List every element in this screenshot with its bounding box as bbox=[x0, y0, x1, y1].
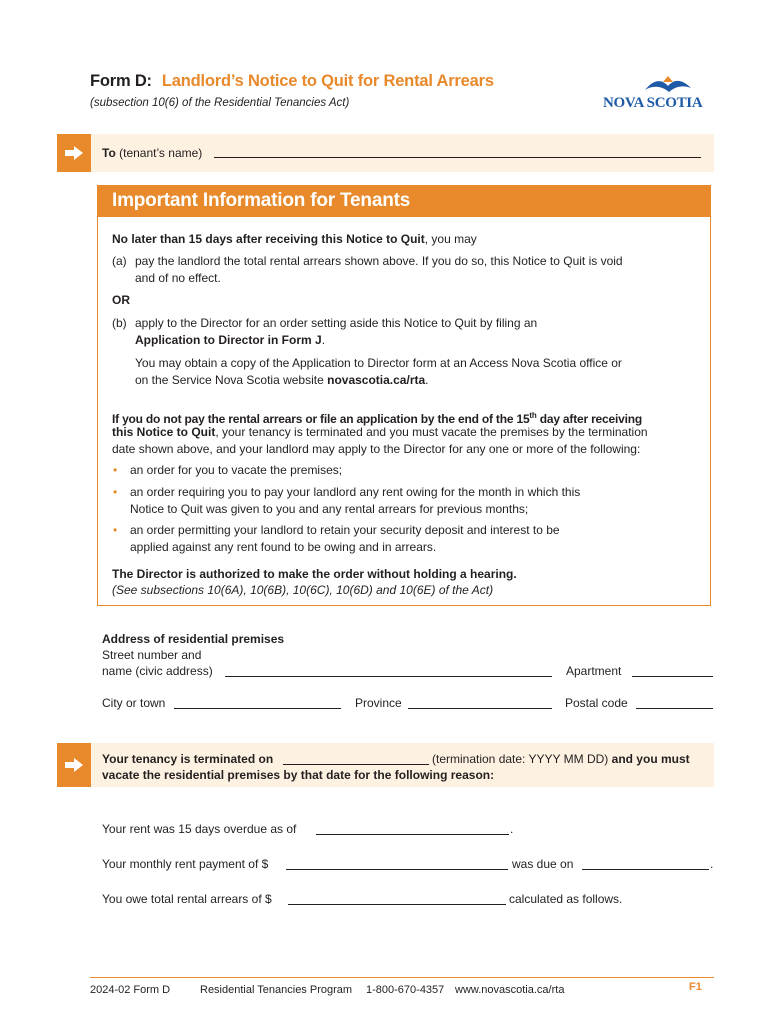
to-label-rest: (tenant’s name) bbox=[119, 146, 203, 160]
or-text: OR bbox=[112, 293, 130, 307]
termination-date-format: (termination date: YYYY MM DD) bbox=[432, 752, 609, 766]
street-label-line1: Street number and bbox=[102, 648, 202, 662]
intro-text bbox=[112, 231, 477, 248]
website-end: . bbox=[425, 373, 429, 387]
due-date-field[interactable] bbox=[582, 869, 709, 870]
warning-line2 bbox=[112, 424, 648, 441]
important-info-heading: Important Information for Tenants bbox=[112, 190, 411, 211]
bullet-marker: • bbox=[113, 463, 118, 477]
option-b-end: . bbox=[321, 333, 326, 347]
website-pre: on the Service Nova Scotia website bbox=[135, 373, 328, 387]
street-address-field[interactable] bbox=[225, 676, 552, 677]
footer-form-id: 2024-02 Form D bbox=[90, 984, 171, 996]
nova-scotia-logo bbox=[603, 80, 715, 112]
due-label: was due on bbox=[512, 857, 574, 871]
city-label: City or town bbox=[102, 696, 166, 710]
arrears-end: calculated as follows. bbox=[509, 892, 623, 906]
arrow-right-icon bbox=[65, 758, 83, 772]
form-j-reference: Application to Director in Form J bbox=[135, 333, 322, 347]
overdue-end: . bbox=[510, 822, 514, 836]
to-label-bold: To bbox=[102, 146, 116, 160]
bullet-marker: • bbox=[113, 523, 118, 537]
option-b-line2 bbox=[135, 332, 325, 349]
termination-middle bbox=[432, 751, 690, 768]
arrow-marker bbox=[57, 743, 91, 787]
footer-website[interactable]: www.novascotia.ca/rta bbox=[455, 984, 565, 996]
tenant-name-field[interactable] bbox=[214, 157, 701, 158]
termination-date-field[interactable] bbox=[283, 764, 429, 765]
bullet-marker: • bbox=[113, 485, 118, 499]
warning-line3: date shown above, and your landlord may apply to the Director for any one or more of the following: bbox=[112, 442, 641, 456]
option-b-marker: (b) bbox=[112, 316, 127, 330]
address-heading: Address of residential premises bbox=[102, 632, 285, 646]
bullet-2-line2: Notice to Quit was given to you and any rental arrears for previous months; bbox=[130, 502, 529, 516]
arrow-marker bbox=[57, 134, 91, 172]
apartment-label: Apartment bbox=[566, 664, 622, 678]
warning-sup: th bbox=[529, 411, 537, 420]
option-a-line1: pay the landlord the total rental arrears shown above. If you do so, this Notice to Quit is void bbox=[135, 254, 623, 268]
postal-code-field[interactable] bbox=[636, 708, 713, 709]
warning-line1-a: If you do not pay the rental arrears or file an application by the end of the 15 bbox=[112, 412, 530, 426]
logo-wordmark: NOVA SCOTIA bbox=[603, 95, 703, 111]
province-label: Province bbox=[355, 696, 402, 710]
overdue-label: Your rent was 15 days overdue as of bbox=[102, 822, 297, 836]
bullet-3-line2: applied against any rent found to be owing and in arrears. bbox=[130, 540, 437, 554]
option-a-marker: (a) bbox=[112, 254, 127, 268]
warning-line2-bold: this Notice to Quit bbox=[112, 425, 216, 439]
option-a-line2: and of no effect. bbox=[135, 271, 221, 285]
arrow-right-icon bbox=[65, 146, 83, 160]
footer-phone: 1-800-670-4357 bbox=[366, 984, 445, 996]
tenant-name-label bbox=[102, 146, 202, 160]
termination-post: and you must bbox=[611, 752, 690, 766]
monthly-rent-field[interactable] bbox=[286, 869, 508, 870]
bird-emblem-icon bbox=[643, 76, 693, 96]
apartment-field[interactable] bbox=[632, 676, 713, 677]
option-b-copy-line1: You may obtain a copy of the Application to Director form at an Access Nova Scotia office or bbox=[135, 356, 622, 370]
warning-line1-b: day after receiving bbox=[536, 412, 642, 426]
option-b-line1: apply to the Director for an order setting aside this Notice to Quit by filing an bbox=[135, 316, 538, 330]
overdue-date-field[interactable] bbox=[316, 834, 509, 835]
arrears-amount-field[interactable] bbox=[288, 904, 506, 905]
important-info-header bbox=[98, 186, 710, 217]
postal-code-label: Postal code bbox=[565, 696, 628, 710]
intro-rest: , you may bbox=[424, 232, 477, 246]
bullet-3-line1: an order permitting your landlord to retain your security deposit and interest to be bbox=[130, 523, 560, 537]
bullet-1-line1: an order for you to vacate the premises; bbox=[130, 463, 343, 477]
intro-bold: No later than 15 days after receiving this Notice to Quit bbox=[112, 232, 425, 246]
form-name: Landlord’s Notice to Quit for Rental Arrears bbox=[161, 72, 494, 90]
form-label: Form D: bbox=[90, 72, 152, 90]
city-field[interactable] bbox=[174, 708, 341, 709]
director-reference: (See subsections 10(6A), 10(6B), 10(6C), 10(6D) and 10(6E) of the Act) bbox=[112, 583, 494, 597]
monthly-rent-label: Your monthly rent payment of $ bbox=[102, 857, 269, 871]
footer-divider bbox=[90, 977, 714, 978]
termination-line2: vacate the residential premises by that date for the following reason: bbox=[102, 768, 495, 782]
form-subtitle: (subsection 10(6) of the Residential Tenancies Act) bbox=[90, 97, 350, 109]
termination-line1 bbox=[102, 751, 273, 768]
province-field[interactable] bbox=[408, 708, 552, 709]
warning-line2-rest: , your tenancy is terminated and you must vacate the premises by the termination bbox=[215, 425, 648, 439]
arrears-label: You owe total rental arrears of $ bbox=[102, 892, 272, 906]
page-number: F1 bbox=[689, 981, 702, 993]
option-b-copy-line2 bbox=[135, 372, 429, 389]
termination-pre: Your tenancy is terminated on bbox=[102, 752, 274, 766]
bullet-2-line1: an order requiring you to pay your landlord any rent owing for the month in which this bbox=[130, 485, 581, 499]
website-link[interactable]: novascotia.ca/rta bbox=[327, 373, 426, 387]
footer-program: Residential Tenancies Program bbox=[200, 984, 353, 996]
street-label-line2: name (civic address) bbox=[102, 664, 213, 678]
form-title bbox=[90, 72, 494, 91]
due-end: . bbox=[710, 857, 714, 871]
director-statement: The Director is authorized to make the order without holding a hearing. bbox=[112, 567, 517, 581]
